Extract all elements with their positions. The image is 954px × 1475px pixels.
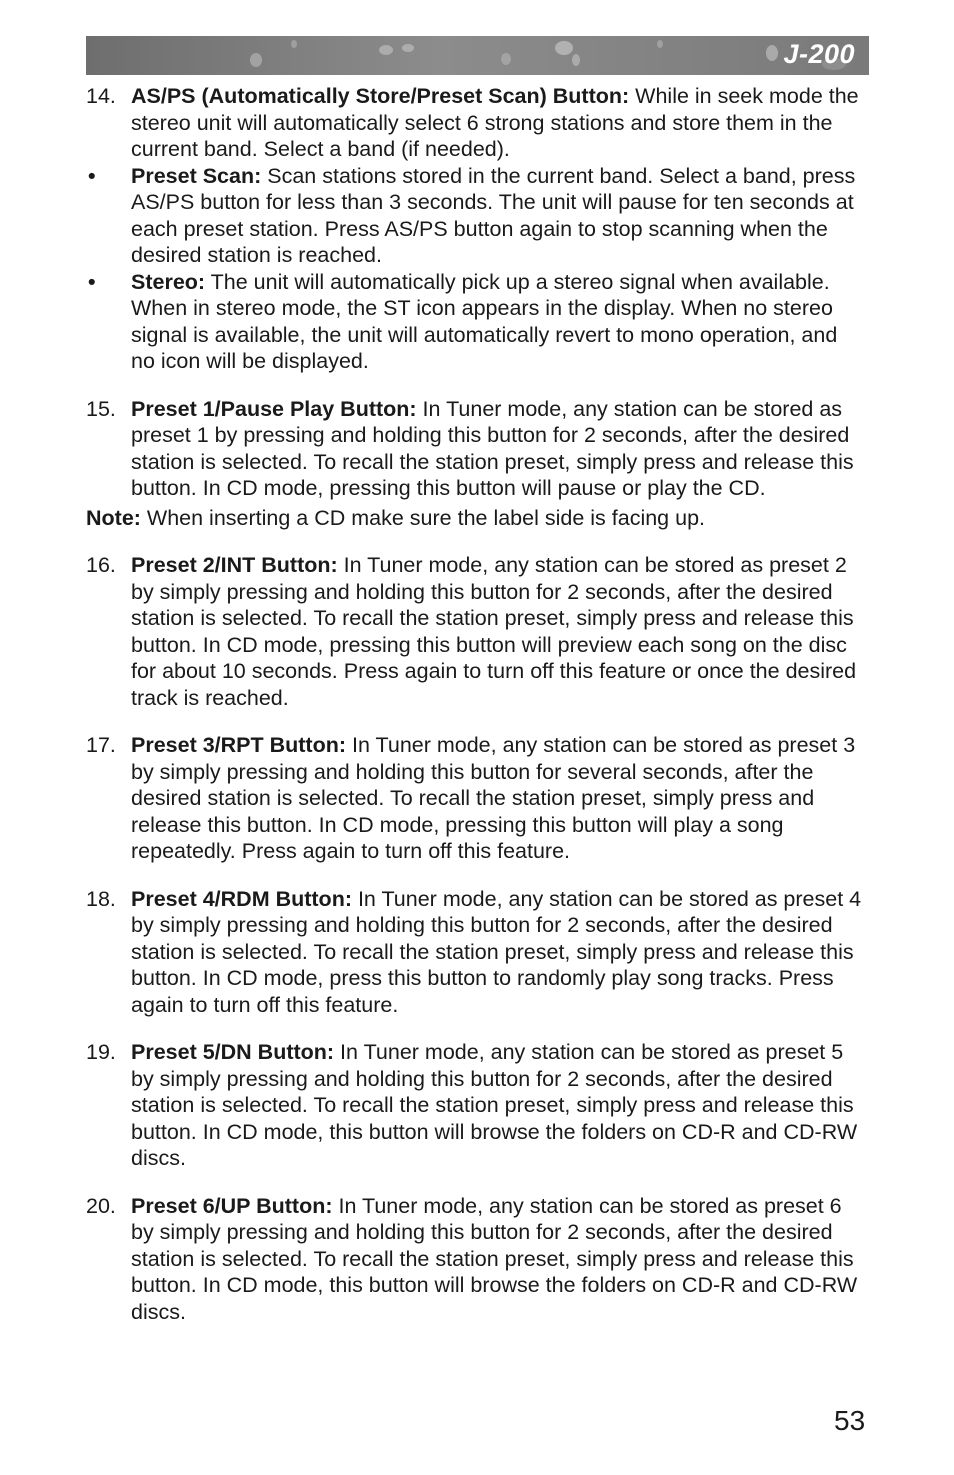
item-body: In Tuner mode, any station can be stored as preset 3 by simply pressing and holding this button for several seconds, after the desired station is selected. To recall the station preset, simply press and release this button. In CD mode, pressing this button will play a song repeatedly. Press again to turn off this feature.: [131, 733, 856, 863]
item-number: 19.: [86, 1040, 116, 1064]
model-name: J-200: [783, 39, 855, 69]
item-title: Preset 2/INT Button:: [131, 553, 338, 577]
note-text: When inserting a CD make sure the label side is facing up.: [140, 505, 705, 530]
item-body: Scan stations stored in the current band. Select a band, press AS/PS button for less than 3 seconds. The unit will pause for ten seconds at each preset station. Press AS/PS button again to stop scanning when the desired station is reached.: [131, 163, 856, 267]
page-number: 53: [834, 1405, 866, 1436]
list-item: [86, 1193, 866, 1326]
list-item: [86, 269, 866, 375]
item-number: 15.: [86, 396, 116, 421]
list-item: [86, 552, 866, 711]
item-number: 20.: [86, 1193, 116, 1218]
item-title: Preset 5/DN Button:: [131, 1040, 335, 1064]
note: [86, 505, 866, 532]
bullet: •: [88, 269, 96, 294]
item-number: 14.: [86, 84, 116, 108]
item-title: Preset 3/RPT Button:: [131, 733, 347, 757]
item-body: The unit will automatically pick up a stereo signal when available. When in stereo mode, the ST icon appears in the display. When no stereo signal is available, the unit will automatically revert to mono operation, and no icon will be displayed.: [131, 269, 838, 373]
item-body: In Tuner mode, any station can be stored as preset 2 by simply pressing and holding this button for 2 seconds, after the desired station is selected. To recall the station preset, simply press and release this button. In CD mode, pressing this button will preview each song on the disc for about 10 seconds. Press again to turn off this feature or once the desired track is reached.: [131, 553, 857, 710]
item-title: AS/PS (Automatically Store/Preset Scan) Button:: [131, 84, 630, 108]
list-item: [86, 83, 866, 163]
item-title: Preset 4/RDM Button:: [131, 886, 352, 911]
item-number: 17.: [86, 733, 116, 757]
item-title: Preset Scan:: [131, 163, 262, 188]
list-item: [86, 396, 866, 502]
item-title: Stereo:: [131, 269, 206, 294]
bullet: •: [88, 163, 96, 188]
list-item: [86, 886, 866, 1019]
header-bar: [86, 36, 869, 75]
list-item: [86, 732, 866, 865]
item-title: Preset 6/UP Button:: [131, 1193, 333, 1218]
item-number: 16.: [86, 553, 116, 577]
item-number: 18.: [86, 886, 116, 911]
list-item: [86, 1039, 866, 1172]
list-item: [86, 163, 866, 269]
item-body: In Tuner mode, any station can be stored as preset 1 by pressing and holding this button for 2 seconds, after the desired station is selected. To recall the station preset, simply press and release this button. In CD mode, pressing this button will pause or play the CD.: [131, 396, 854, 500]
item-body: In Tuner mode, any station can be stored as preset 5 by simply pressing and holding this button for 2 seconds, after the desired station is selected. To recall the station preset, simply press and release this button. In CD mode, this button will browse the folders on CD-R and CD-RW discs.: [131, 1040, 858, 1170]
item-title: Preset 1/Pause Play Button:: [131, 396, 417, 421]
item-body: In Tuner mode, any station can be stored as preset 4 by simply pressing and holding this button for 2 seconds, after the desired station is selected. To recall the station preset, simply press and release this button. In CD mode, press this button to randomly play song tracks. Press again to turn off this feature.: [131, 886, 862, 1017]
item-body: In Tuner mode, any station can be stored as preset 6 by simply pressing and holding this button for 2 seconds, after the desired station is selected. To recall the station preset, simply press and release this button. In CD mode, this button will browse the folders on CD-R and CD-RW discs.: [131, 1193, 858, 1324]
header-decoration: [86, 36, 869, 75]
manual-content: [86, 83, 866, 1325]
note-label: Note:: [86, 505, 141, 530]
item-body: While in seek mode the stereo unit will automatically select 6 strong stations and store them in the current band. Select a band (if needed).: [131, 84, 859, 161]
